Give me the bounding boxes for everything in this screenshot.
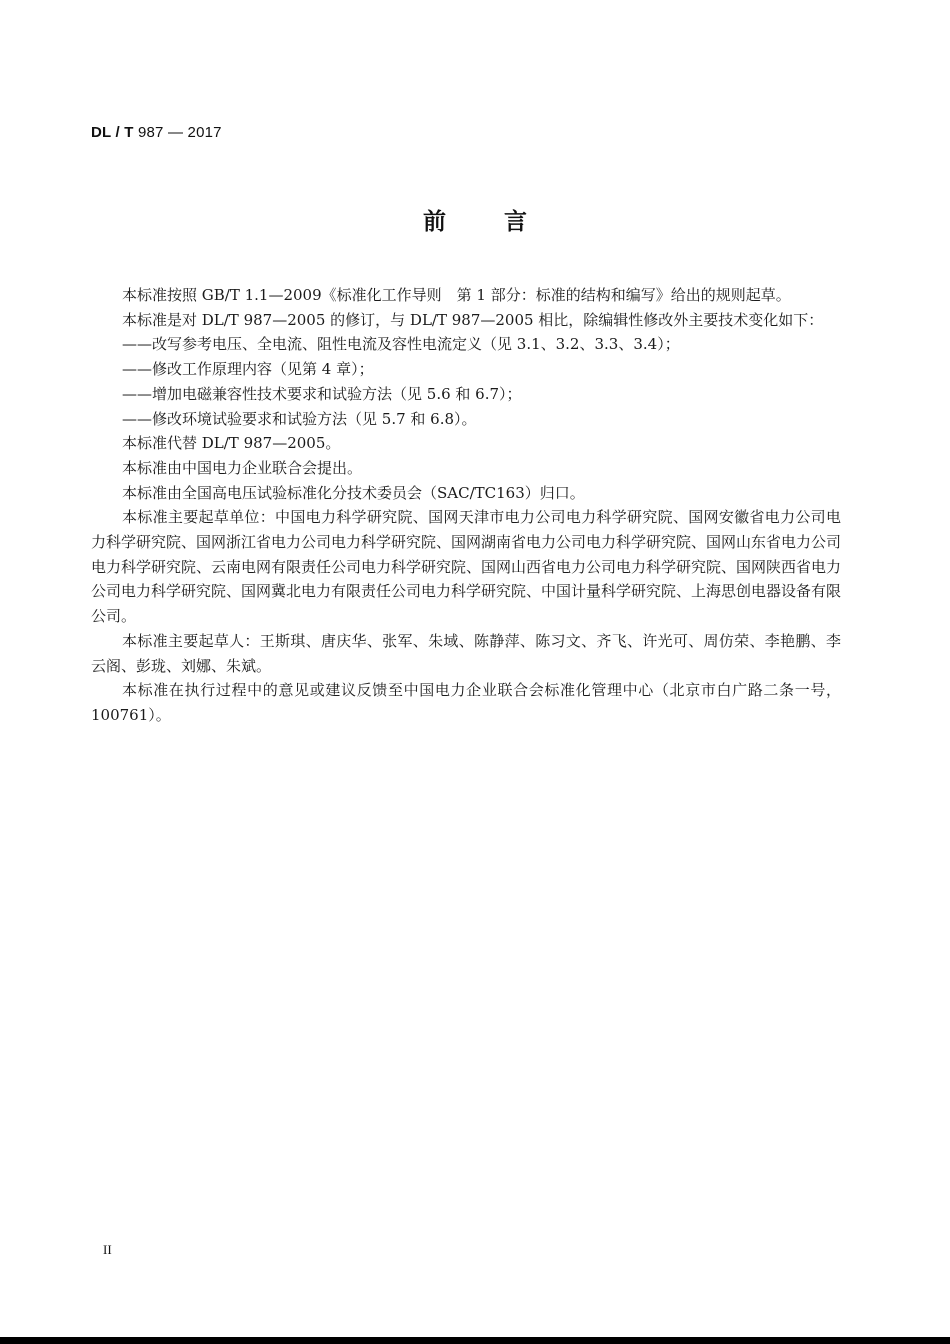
paragraph-proposed-by: 本标准由中国电力企业联合会提出。: [122, 458, 363, 477]
page-title: 前言: [423, 209, 585, 235]
paragraph-replaces: 本标准代替 DL/T 987—2005。: [122, 434, 341, 453]
list-item-change-emc: ——增加电磁兼容性技术要求和试验方法（见 5.6 和 6.7）；: [122, 384, 522, 403]
paragraph-drafting-rules: 本标准按照 GB/T 1.1—2009《标准化工作导则 第 1 部分：标准的结构和编写》给出的规则起草。: [122, 286, 791, 304]
paragraph-drafting-units: 本标准主要起草单位：中国电力科学研究院、国网天津市电力公司电力科学研究院、国网安徽省电力公司电力科学研究院、国网浙江省电力公司电力科学研究院、国网湖南省电力公司电力科学研究院、国网山东省电力公司电力科学研究院、云南电网有限责任公司电力科学研究院、国网山西省电力公司电力科学研究院、国网陕西省电力公司电力科学研究院、国网冀北电力有限责任公司电力科学研究院、中国计量科学研究院、上海思创电器设备有限公司。: [91, 508, 842, 626]
document-code-number: 987 — 2017: [133, 124, 222, 141]
paragraph-revision-note: 本标准是对 DL/T 987—2005 的修订，与 DL/T 987—2005 相比，除编辑性修改外主要技术变化如下：: [122, 310, 824, 329]
paragraph-feedback: 本标准在执行过程中的意见或建议反馈至中国电力企业联合会标准化管理中心（北京市白广路二条一号，100761）。: [91, 681, 841, 724]
paragraph-drafters: 本标准主要起草人：王斯琪、唐庆华、张军、朱域、陈静萍、陈习文、齐飞、许光可、周仿荣、李艳鹏、李云阁、彭珑、刘娜、朱斌。: [91, 631, 841, 675]
page-number: II: [103, 1242, 112, 1257]
document-code: [91, 124, 222, 141]
list-item-change-environment: ——修改环境试验要求和试验方法（见 5.7 和 6.8）。: [122, 409, 477, 428]
paragraph-centralized-by: 本标准由全国高电压试验标准化分技术委员会（SAC/TC163）归口。: [122, 483, 585, 502]
list-item-change-definitions: ——改写参考电压、全电流、阻性电流及容性电流定义（见 3.1、3.2、3.3、3.4）；: [122, 335, 680, 354]
foreword-body: [91, 283, 841, 728]
bottom-border: [0, 1337, 950, 1344]
document-code-prefix: DL / T: [91, 124, 134, 141]
list-item-change-principle: ——修改工作原理内容（见第 4 章）；: [122, 360, 374, 379]
